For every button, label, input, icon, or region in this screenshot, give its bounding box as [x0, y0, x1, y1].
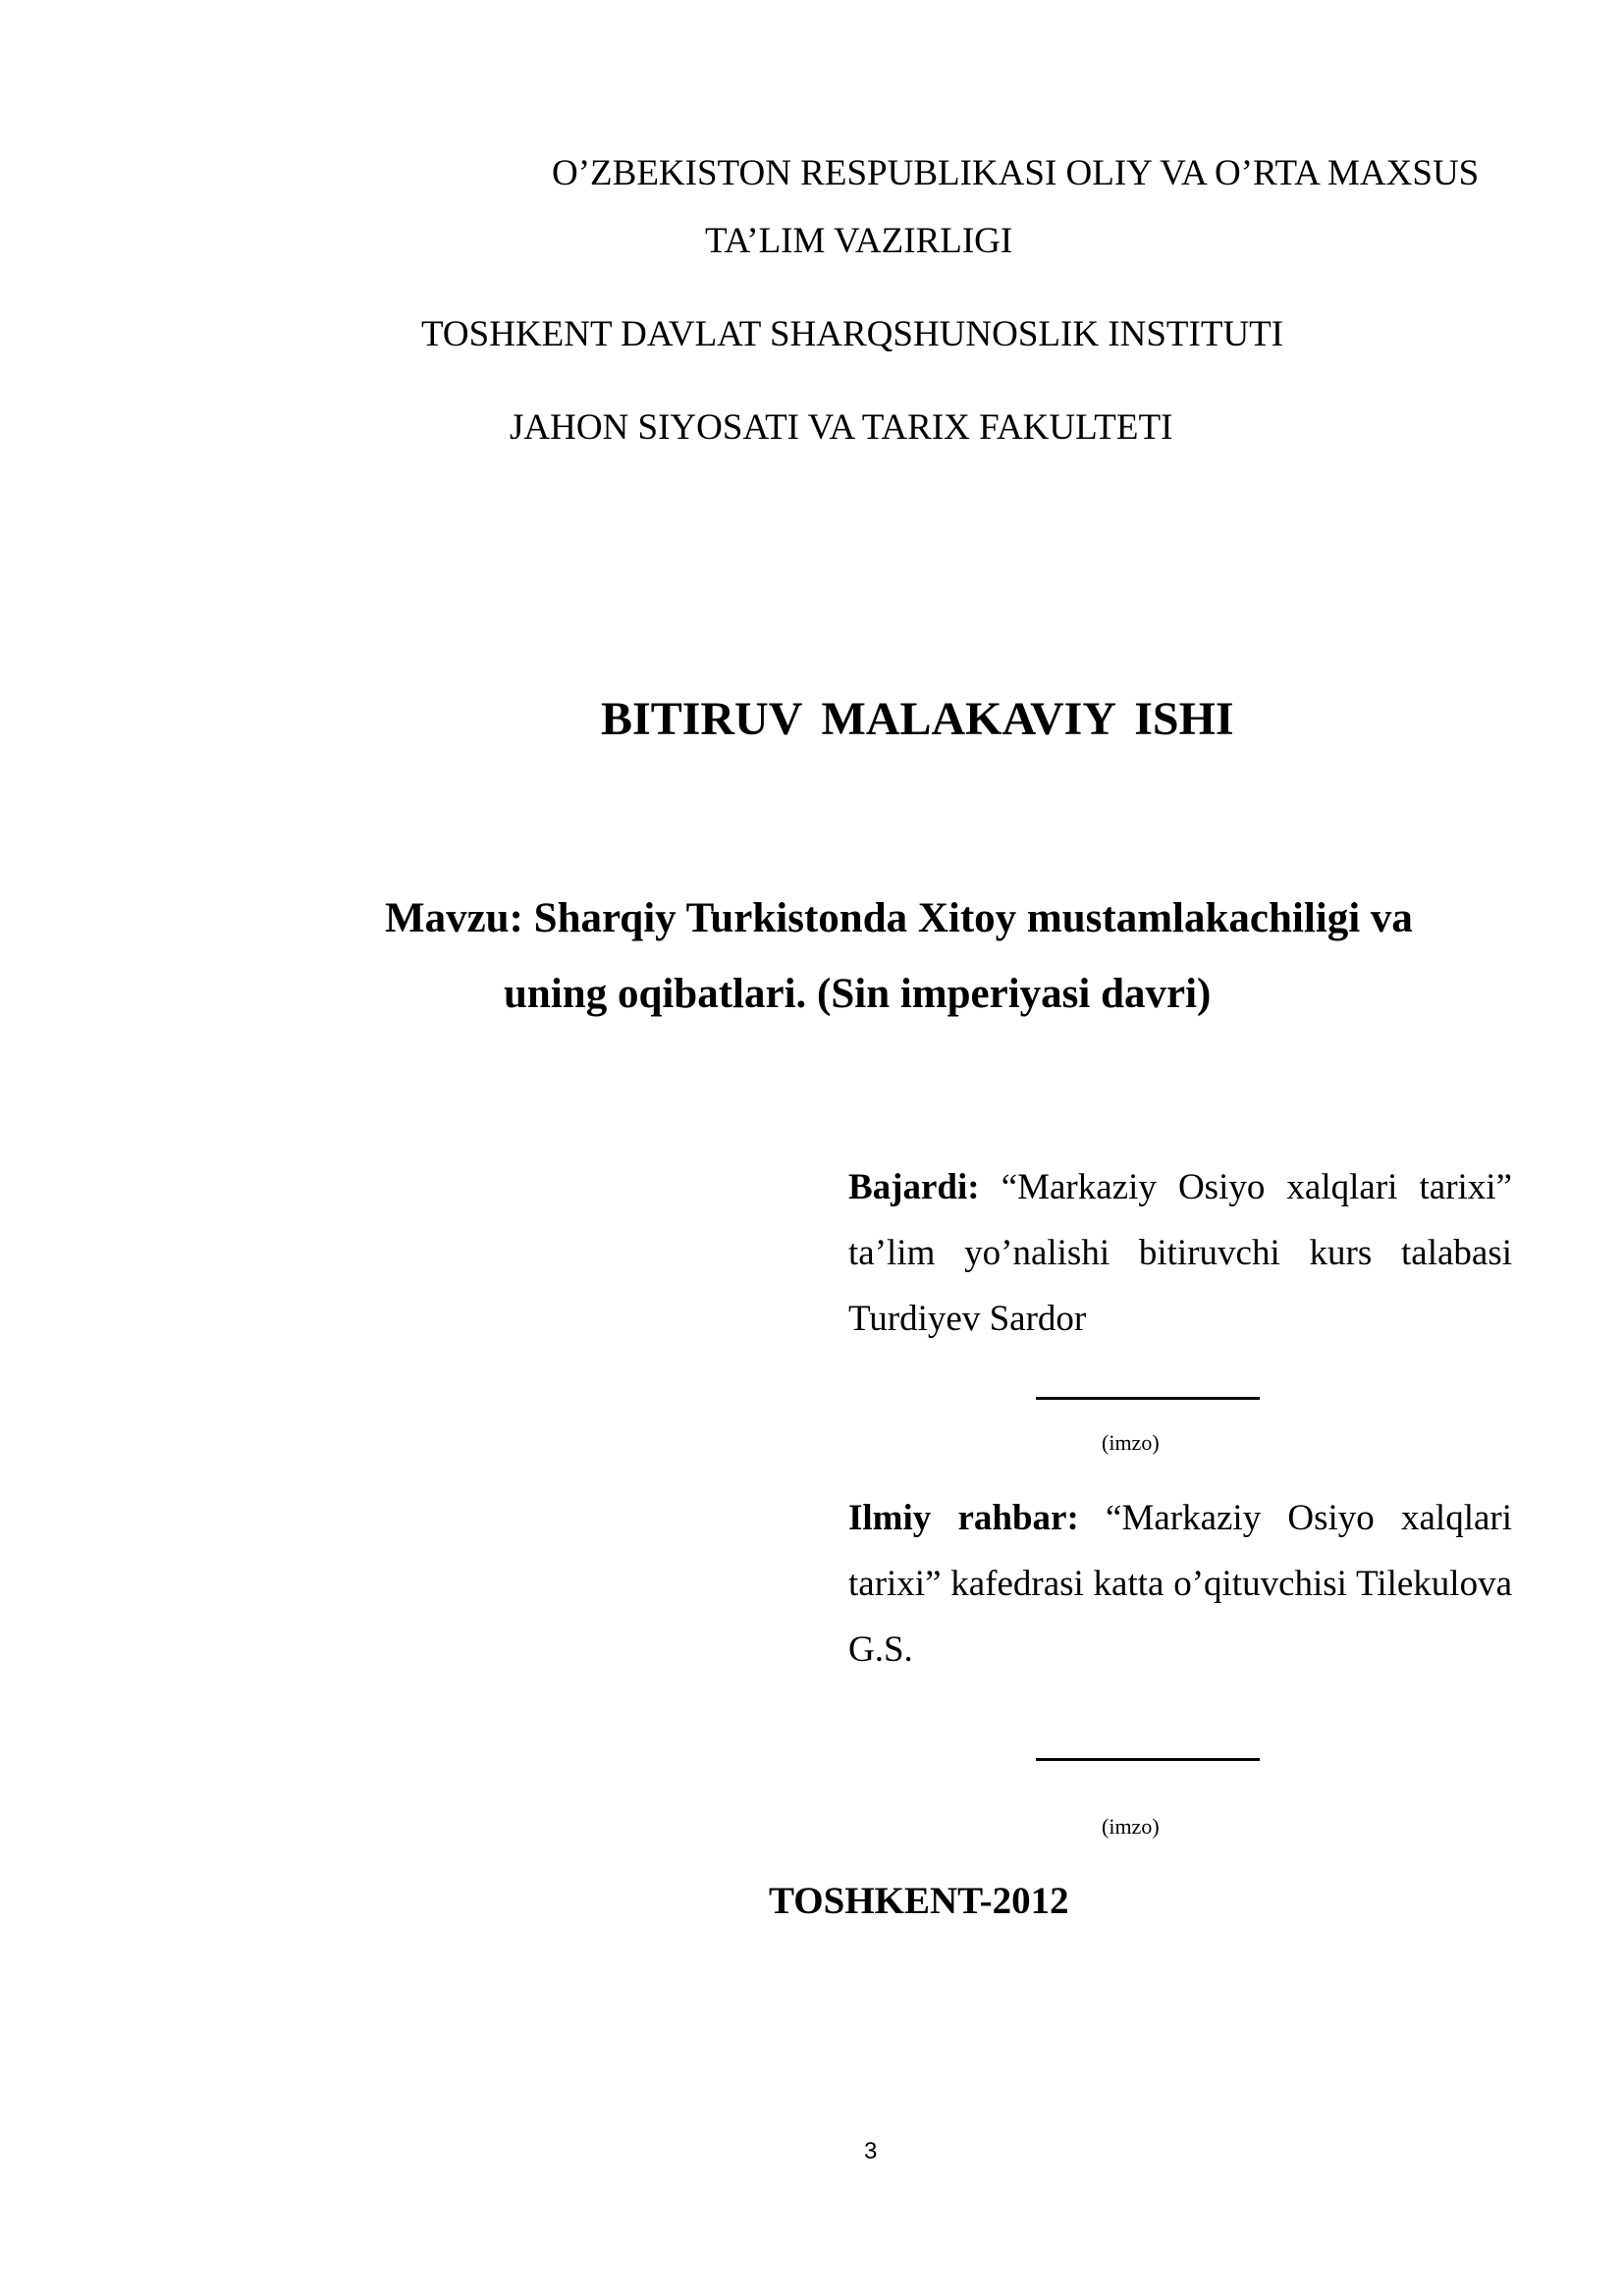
topic-line-2: uning oqibatlari. (Sin imperiyasi davri) [504, 971, 1212, 1017]
city-year: TOSHKENT-2012 [769, 1880, 1069, 1922]
performer-signature-caption: (imzo) [1102, 1430, 1160, 1455]
page-number: 3 [864, 2138, 878, 2164]
supervisor-signature-line [1036, 1758, 1260, 1761]
performer-text: “Markaziy Osiyo xalqlari tarixi” ta’lim yo’nalishi bitiruvchi kurs talabasi Turdiyev Sardor [848, 1167, 1512, 1339]
ministry-name-line-1: O’ZBEKISTON RESPUBLIKASI OLIY VA O’RTA MAXSUS [552, 153, 1480, 193]
ministry-name-line-2: TA’LIM VAZIRLIGI [705, 221, 1013, 261]
performer-signature-line [1036, 1397, 1260, 1400]
supervisor-signature-caption: (imzo) [1102, 1814, 1160, 1839]
performer-label: Bajardi: [848, 1167, 980, 1207]
faculty-name: JAHON SIYOSATI VA TARIX FAKULTETI [510, 407, 1173, 448]
topic-line-1: Mavzu: Sharqiy Turkistonda Xitoy mustamlakachiligi va [385, 895, 1413, 941]
supervisor-block [848, 1485, 1512, 1682]
performer-block [848, 1154, 1512, 1352]
work-title: BITIRUV MALAKAVIY ISHI [601, 693, 1234, 745]
supervisor-label: Ilmiy rahbar: [848, 1498, 1079, 1538]
supervisor-text: “Markaziy Osiyo xalqlari tarixi” kafedrasi katta o’qituvchisi Tilekulova G.S. [848, 1498, 1513, 1670]
institute-name: TOSHKENT DAVLAT SHARQSHUNOSLIK INSTITUTI [421, 314, 1284, 354]
